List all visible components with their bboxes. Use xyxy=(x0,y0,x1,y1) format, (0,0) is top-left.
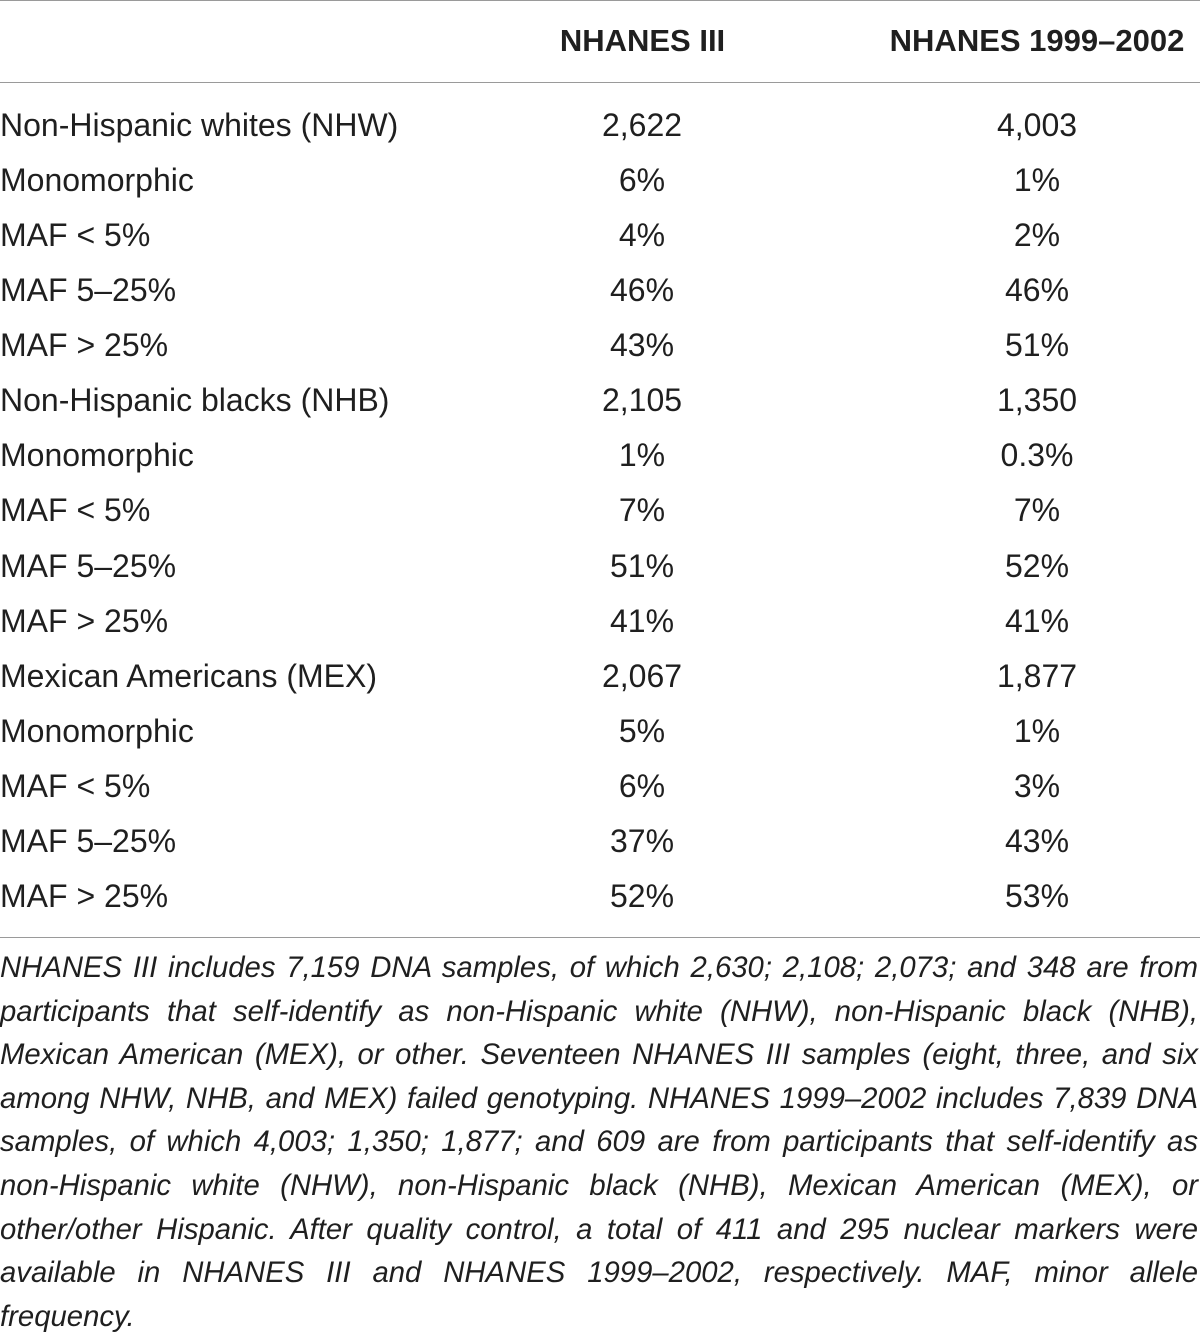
cell-nhanes-iii: 6% xyxy=(618,162,666,199)
table-row xyxy=(0,649,1200,704)
cell-nhanes-iii: 2,105 xyxy=(601,382,683,419)
table-row xyxy=(0,428,1200,483)
row-label: Mexican Americans (MEX) xyxy=(0,657,377,694)
row-label: MAF < 5% xyxy=(0,217,151,254)
row-label: MAF 5–25% xyxy=(0,547,177,584)
table-row xyxy=(0,373,1200,428)
header-rule xyxy=(0,82,1200,83)
table-footnote: NHANES III includes 7,159 DNA samples, of which 2,630; 2,108; 2,073; and 348 are from participants that self-identify as non-Hispanic white (NHW), non-Hispanic black (NHB), Mexican American (MEX), or other. Seventeen NHANES III samples (eight, three, and six among NHW, NHB, and MEX) failed genotyping. NHANES 1999–2002 includes 7,839 DNA samples, of which 4,003; 1,350; 1,877; and 609 are from participants that self-identify as non-Hispanic white (NHW), non-Hispanic black (NHB), Mexican American (MEX), or other/other Hispanic. After quality control, a total of 411 and 295 nuclear markers were available in NHANES III and NHANES 1999–2002, respectively. MAF, minor allele frequency. xyxy=(0,951,1198,1333)
cell-nhanes-1999-2002: 51% xyxy=(1004,327,1070,364)
cell-nhanes-1999-2002: 1% xyxy=(1013,712,1061,749)
table-row xyxy=(0,483,1200,538)
cell-nhanes-1999-2002: 4,003 xyxy=(996,107,1078,143)
table-body xyxy=(0,98,1200,924)
cell-nhanes-1999-2002: 1,877 xyxy=(996,657,1078,694)
cell-nhanes-1999-2002: 0.3% xyxy=(1000,437,1074,474)
table-row xyxy=(0,263,1200,318)
row-label: MAF 5–25% xyxy=(0,272,177,309)
table-row xyxy=(0,814,1200,869)
cell-nhanes-1999-2002: 52% xyxy=(1004,547,1070,584)
table-row xyxy=(0,98,1200,153)
cell-nhanes-1999-2002: 41% xyxy=(1004,602,1070,639)
cell-nhanes-iii: 51% xyxy=(609,547,675,584)
cell-nhanes-1999-2002: 43% xyxy=(1004,822,1070,859)
cell-nhanes-iii: 2,622 xyxy=(601,107,683,143)
row-label: MAF < 5% xyxy=(0,767,151,804)
table-row xyxy=(0,869,1200,924)
table-header xyxy=(0,0,1200,82)
table-row xyxy=(0,704,1200,759)
cell-nhanes-iii: 41% xyxy=(609,602,675,639)
table-row xyxy=(0,759,1200,814)
row-label: MAF < 5% xyxy=(0,492,151,529)
cell-nhanes-iii: 6% xyxy=(618,767,666,804)
row-label: Monomorphic xyxy=(0,162,194,199)
table-row xyxy=(0,153,1200,208)
cell-nhanes-1999-2002: 53% xyxy=(1004,877,1070,914)
column-header-nhanes-iii: NHANES III xyxy=(559,23,726,58)
column-header-nhanes-1999-2002: NHANES 1999–2002 xyxy=(889,23,1185,58)
row-label: MAF > 25% xyxy=(0,327,169,364)
row-label: Monomorphic xyxy=(0,437,194,474)
row-label: Non-Hispanic blacks (NHB) xyxy=(0,382,390,419)
cell-nhanes-1999-2002: 3% xyxy=(1013,767,1061,804)
table-row xyxy=(0,208,1200,263)
cell-nhanes-1999-2002: 7% xyxy=(1013,492,1061,529)
row-label: Non-Hispanic whites (NHW) xyxy=(0,107,399,143)
table-row xyxy=(0,539,1200,594)
cell-nhanes-iii: 2,067 xyxy=(601,657,683,694)
bottom-rule xyxy=(0,937,1200,938)
cell-nhanes-iii: 1% xyxy=(618,437,666,474)
cell-nhanes-iii: 43% xyxy=(609,327,675,364)
cell-nhanes-iii: 37% xyxy=(609,822,675,859)
cell-nhanes-iii: 4% xyxy=(618,217,666,254)
row-label: Monomorphic xyxy=(0,712,194,749)
cell-nhanes-1999-2002: 46% xyxy=(1004,272,1070,309)
cell-nhanes-iii: 46% xyxy=(609,272,675,309)
cell-nhanes-iii: 7% xyxy=(618,492,666,529)
cell-nhanes-iii: 52% xyxy=(609,877,675,914)
cell-nhanes-1999-2002: 1% xyxy=(1013,162,1061,199)
row-label: MAF 5–25% xyxy=(0,822,177,859)
cell-nhanes-iii: 5% xyxy=(618,712,666,749)
cell-nhanes-1999-2002: 2% xyxy=(1013,217,1061,254)
row-label: MAF > 25% xyxy=(0,602,169,639)
cell-nhanes-1999-2002: 1,350 xyxy=(996,382,1078,419)
row-label: MAF > 25% xyxy=(0,877,169,914)
table-row xyxy=(0,594,1200,649)
table-row xyxy=(0,318,1200,373)
